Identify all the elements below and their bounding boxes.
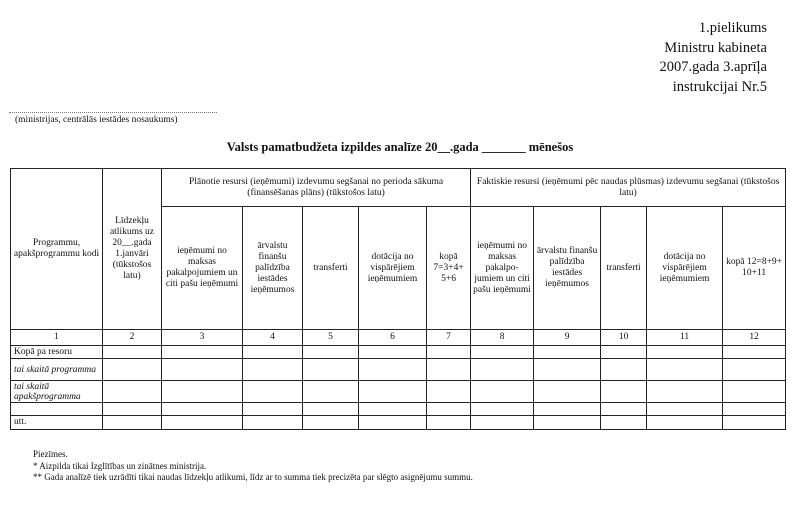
- column-number: 11: [647, 330, 723, 346]
- annex-line: instrukcijai Nr.5: [672, 78, 767, 95]
- table-cell: [359, 403, 427, 416]
- table-cell: [471, 346, 534, 359]
- table-cell: [103, 403, 162, 416]
- table-cell: [601, 403, 647, 416]
- table-cell: [601, 416, 647, 430]
- table-cell: [162, 381, 243, 403]
- table-cell: [162, 346, 243, 359]
- table-cell: [359, 359, 427, 381]
- table-cell: [303, 403, 359, 416]
- column-number: 7: [427, 330, 471, 346]
- header-planned-transfers: transferti: [303, 207, 359, 330]
- table-cell: [427, 381, 471, 403]
- table-cell: [647, 381, 723, 403]
- table-cell: [723, 346, 786, 359]
- header-balance: Līdzekļu atlikums uz 20__.gada 1.janvāri (tūkstošos latu): [103, 169, 162, 330]
- table-cell: [359, 346, 427, 359]
- header-actual-resources: Faktiskie resursi (ieņēmumi pēc naudas plūsmas) izdevumu segšanai (tūkstošos latu): [471, 169, 786, 207]
- table-cell: [103, 381, 162, 403]
- table-cell: [243, 381, 303, 403]
- column-number: 2: [103, 330, 162, 346]
- table-cell: [534, 359, 601, 381]
- table-cell: [601, 381, 647, 403]
- row-label: utt.: [11, 416, 103, 430]
- header-actual-foreign-aid: ārvalstu finanšu palīdzība iestādes ieņēmumos: [534, 207, 601, 330]
- row-label: [11, 403, 103, 416]
- table-cell: [427, 416, 471, 430]
- budget-analysis-table: [10, 168, 786, 430]
- table-row: [11, 381, 786, 403]
- annex-reference: [659, 19, 767, 97]
- column-number: 9: [534, 330, 601, 346]
- table-cell: [534, 381, 601, 403]
- table-cell: [601, 359, 647, 381]
- table-cell: [471, 381, 534, 403]
- table-cell: [647, 416, 723, 430]
- table-cell: [162, 416, 243, 430]
- column-number: 8: [471, 330, 534, 346]
- annex-line: 2007.gada 3.aprīļa: [659, 59, 767, 75]
- table-cell: [243, 403, 303, 416]
- column-number: 10: [601, 330, 647, 346]
- table-cell: [303, 381, 359, 403]
- header-actual-subsidy: dotācija no vispārējiem ieņēmumiem: [647, 207, 723, 330]
- header-actual-own-revenue: ieņēmumi no maksas pakalpo- jumiem un citi pašu ieņēmumi: [471, 207, 534, 330]
- table-cell: [534, 346, 601, 359]
- row-label: tai skaitā apakšprogramma: [11, 381, 103, 403]
- table-cell: [243, 416, 303, 430]
- document-title: Valsts pamatbudžeta izpildes analīze 20__.gada _______ mēnešos: [226, 140, 574, 154]
- table-cell: [723, 381, 786, 403]
- header-planned-subsidy: dotācija no vispārējiem ieņēmumiem: [359, 207, 427, 330]
- table-cell: [103, 416, 162, 430]
- table-cell: [427, 346, 471, 359]
- column-number-row: [11, 330, 786, 346]
- column-number: 3: [162, 330, 243, 346]
- table-cell: [303, 416, 359, 430]
- ministry-caption: (ministrijas, centrālās iestādes nosaukums): [15, 115, 178, 125]
- header-planned-resources: Plānotie resursi (ieņēmumi) izdevumu segšanai no perioda sākuma (finansēšanas plāns) (tūkstošos latu): [162, 169, 471, 207]
- column-number: 6: [359, 330, 427, 346]
- table-cell: [471, 416, 534, 430]
- table-cell: [243, 359, 303, 381]
- table-cell: [647, 346, 723, 359]
- header-actual-total: kopā 12=8+9+ 10+11: [723, 207, 786, 330]
- table-body: [11, 346, 786, 430]
- table-row: [11, 403, 786, 416]
- table-row: [11, 346, 786, 359]
- table-cell: [303, 346, 359, 359]
- row-label: tai skaitā programma: [11, 359, 103, 381]
- table-cell: [162, 359, 243, 381]
- table-cell: [359, 416, 427, 430]
- header-planned-foreign-aid: ārvalstu finanšu palīdzība iestādes ieņēmumos: [243, 207, 303, 330]
- header-program-codes: Programmu, apakšprogrammu kodi: [11, 169, 103, 330]
- table-cell: [647, 359, 723, 381]
- notes-heading: Piezīmes.: [33, 449, 68, 459]
- table-cell: [534, 416, 601, 430]
- table-cell: [162, 403, 243, 416]
- table-cell: [103, 359, 162, 381]
- header-actual-transfers: transferti: [601, 207, 647, 330]
- column-number: 12: [723, 330, 786, 346]
- table-cell: [723, 403, 786, 416]
- table-cell: [427, 403, 471, 416]
- table-row: [11, 359, 786, 381]
- note-item: * Aizpilda tikai Izglītības un zinātnes ministrija.: [33, 460, 207, 471]
- table-cell: [723, 416, 786, 430]
- notes: [33, 449, 473, 484]
- table-cell: [103, 346, 162, 359]
- table-cell: [427, 359, 471, 381]
- table-row: [11, 416, 786, 430]
- column-number: 4: [243, 330, 303, 346]
- note-item: ** Gada analīzē tiek uzrādīti tikai naudas līdzekļu atlikumi, līdz ar to summa tiek precizēta par slēgto asignējumu summu.: [33, 472, 473, 482]
- annex-line: Ministru kabineta: [664, 39, 767, 56]
- row-label: Kopā pa resoru: [11, 346, 103, 359]
- column-number: 5: [303, 330, 359, 346]
- table-cell: [534, 403, 601, 416]
- ministry-name-line: [9, 112, 217, 113]
- header-planned-own-revenue: ieņēmumi no maksas pakalpojumiem un citi pašu ieņēmumi: [162, 207, 243, 330]
- table-cell: [359, 381, 427, 403]
- annex-line: 1.pielikums: [698, 20, 767, 36]
- table-cell: [723, 359, 786, 381]
- table-cell: [601, 346, 647, 359]
- header-planned-total: kopā 7=3+4+ 5+6: [427, 207, 471, 330]
- table-cell: [303, 359, 359, 381]
- table-cell: [471, 359, 534, 381]
- table-cell: [243, 346, 303, 359]
- table-cell: [647, 403, 723, 416]
- table-cell: [471, 403, 534, 416]
- column-number: 1: [11, 330, 103, 346]
